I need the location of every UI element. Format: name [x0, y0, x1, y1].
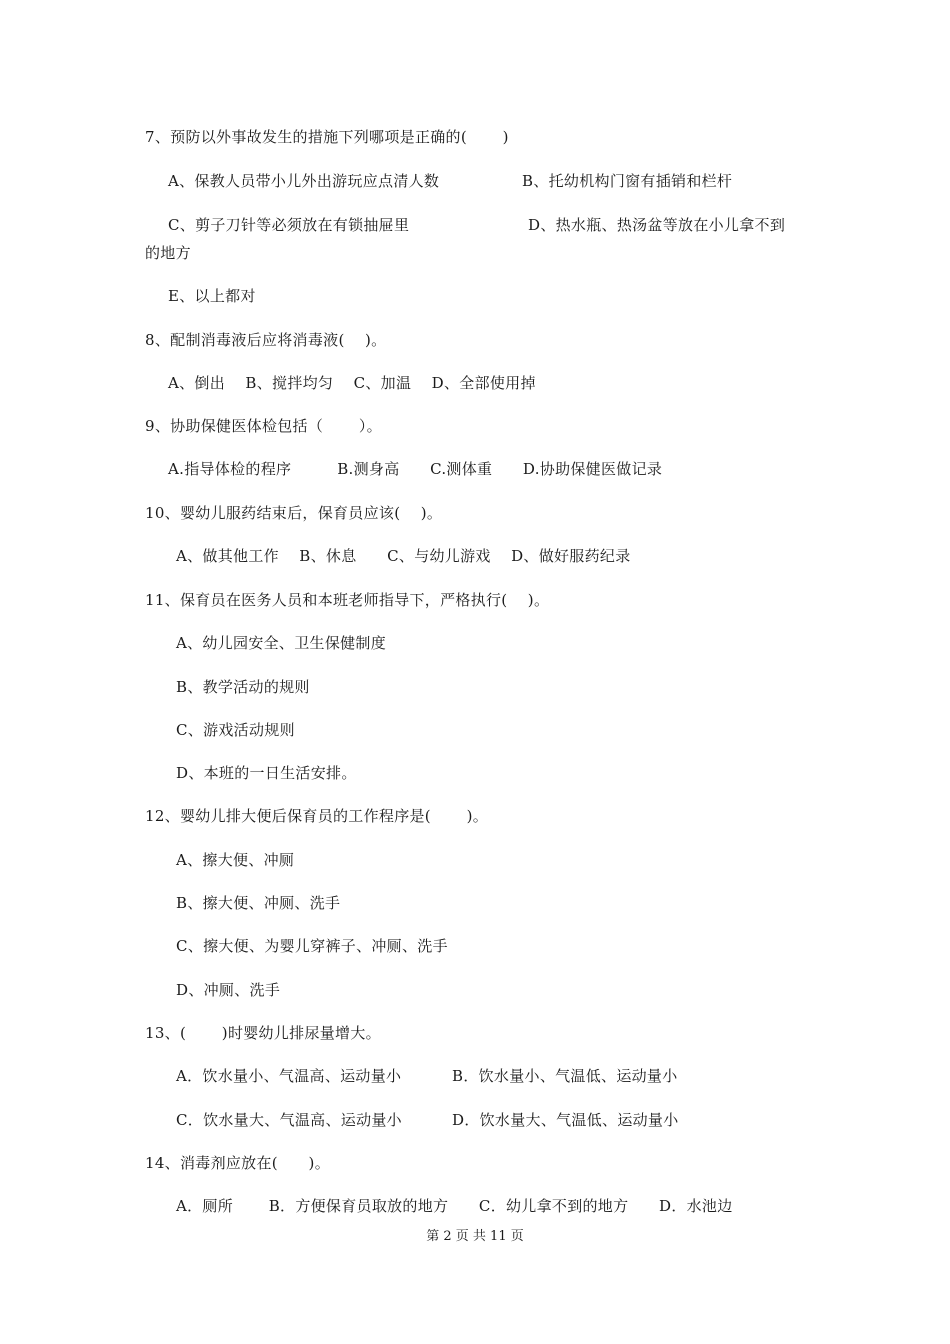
page-number-footer: 第 2 页 共 11 页	[426, 1229, 524, 1244]
question-14-options: A．厕所 B．方便保育员取放的地方 C．幼儿拿不到的地方 D．水池边	[176, 1197, 733, 1215]
question-8-stem: 8、配制消毒液后应将消毒液( )。	[145, 331, 387, 349]
question-13-option-c: C．饮水量大、气温高、运动量小	[176, 1111, 402, 1129]
question-10-options: A、做其他工作 B、休息 C、与幼儿游戏 D、做好服药纪录	[176, 547, 631, 565]
question-13-option-a: A．饮水量小、气温高、运动量小	[176, 1067, 402, 1085]
question-7-option-d-continued: 的地方	[145, 244, 191, 262]
question-11-option-b: B、教学活动的规则	[176, 678, 310, 696]
question-7-option-e: E、以上都对	[168, 287, 256, 305]
question-11-option-a: A、幼儿园安全、卫生保健制度	[176, 634, 387, 652]
question-9-options: A.指导体检的程序 B.测身高 C.测体重 D.协助保健医做记录	[168, 460, 663, 478]
question-11-option-c: C、游戏活动规则	[176, 721, 295, 739]
question-11-option-d: D、本班的一日生活安排。	[176, 764, 357, 782]
question-14-stem: 14、消毒剂应放在( )。	[145, 1154, 330, 1172]
question-12-option-b: B、擦大便、冲厕、洗手	[176, 894, 341, 912]
question-11-stem: 11、保育员在医务人员和本班老师指导下，严格执行( )。	[145, 591, 550, 609]
question-13-option-d: D．饮水量大、气温低、运动量小	[452, 1111, 679, 1129]
question-8-options: A、倒出 B、搅拌均匀 C、加温 D、全部使用掉	[168, 374, 536, 392]
question-7-option-b: B、托幼机构门窗有插销和栏杆	[522, 172, 733, 190]
question-7-option-a: A、保教人员带小儿外出游玩应点清人数	[168, 172, 440, 190]
question-9-stem: 9、协助保健医体检包括（ ）。	[145, 417, 382, 435]
question-13-stem: 13、( )时婴幼儿排尿量增大。	[145, 1024, 381, 1042]
question-12-option-d: D、冲厕、洗手	[176, 981, 281, 999]
question-13-option-b: B．饮水量小、气温低、运动量小	[452, 1067, 678, 1085]
question-12-option-a: A、擦大便、冲厕	[176, 851, 295, 869]
question-7-stem: 7、预防以外事故发生的措施下列哪项是正确的( )	[145, 128, 509, 146]
question-12-option-c: C、擦大便、为婴儿穿裤子、冲厕、洗手	[176, 937, 448, 955]
question-7-option-d: D、热水瓶、热汤盆等放在小儿拿不到	[528, 216, 786, 234]
question-12-stem: 12、婴幼儿排大便后保育员的工作程序是( )。	[145, 807, 489, 825]
question-10-stem: 10、婴幼儿服药结束后，保育员应该( )。	[145, 504, 443, 522]
question-7-option-c: C、剪子刀针等必须放在有锁抽屉里	[168, 216, 410, 234]
